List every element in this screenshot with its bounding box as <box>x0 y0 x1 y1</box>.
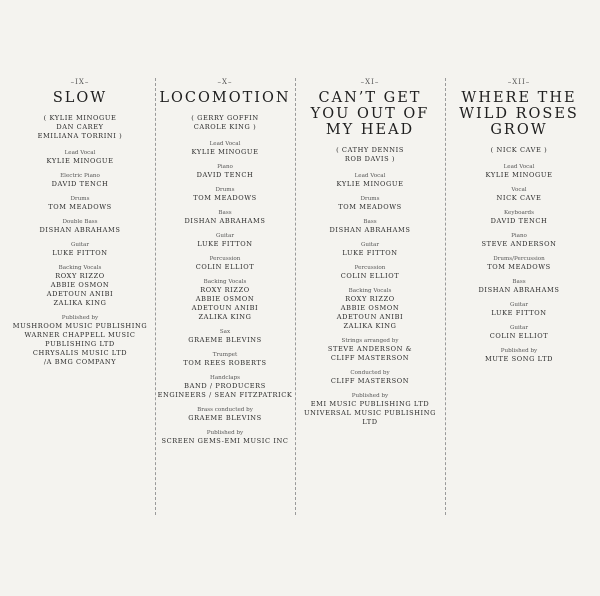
credit-name: TOM REES ROBERTS <box>183 359 267 367</box>
track-title-line: CAN’T GET <box>318 90 422 106</box>
credit-names <box>5 157 155 166</box>
credit-names <box>155 359 295 368</box>
credit-names <box>445 240 593 249</box>
credit-names <box>155 382 295 400</box>
track-column <box>295 78 445 515</box>
track-column <box>5 78 155 515</box>
track-number: –XII– <box>507 78 531 86</box>
credit-names <box>155 240 295 249</box>
credit-name: BAND / PRODUCERS <box>184 382 266 390</box>
track-title-line: SLOW <box>52 90 108 106</box>
credit-names <box>295 377 445 386</box>
credit-role: Guitar <box>360 242 380 248</box>
credit-name: ROXY RIZZO <box>55 272 105 280</box>
songwriter-line: ( NICK CAVE ) <box>490 146 548 154</box>
credit-block <box>445 186 593 203</box>
songwriters <box>5 114 155 141</box>
credit-role: Piano <box>511 233 527 239</box>
track-title-line: MY HEAD <box>325 122 415 138</box>
credit-block <box>5 172 155 189</box>
credit-block <box>445 232 593 249</box>
credit-block <box>155 140 295 157</box>
credit-name: MUSHROOM MUSIC PUBLISHING <box>12 322 148 330</box>
track-title <box>445 90 593 138</box>
credit-names <box>5 272 155 308</box>
credit-role: Bass <box>218 210 232 216</box>
credit-name: ADETOUN ANIBI <box>191 304 259 312</box>
credit-name: STEVE ANDERSON <box>481 240 557 248</box>
credit-name: DISHAN ABRAHAMS <box>184 217 266 225</box>
track-title <box>155 90 295 106</box>
column-divider <box>445 78 446 515</box>
track-number: –X– <box>217 78 233 86</box>
credit-name: COLIN ELLIOT <box>489 332 549 340</box>
songwriters <box>445 146 593 155</box>
credit-role: Drums/Percussion <box>493 256 545 262</box>
credit-role: Strings arranged by <box>341 338 399 344</box>
credit-name: LUKE FITTON <box>491 309 547 317</box>
credit-role: Trumpet <box>212 352 238 358</box>
credit-name: ROXY RIZZO <box>345 295 395 303</box>
credit-role: Guitar <box>215 233 235 239</box>
credit-name: SCREEN GEMS-EMI MUSIC INC <box>161 437 289 445</box>
credit-names <box>295 203 445 212</box>
credit-role: Bass <box>512 279 526 285</box>
credit-name: ZALIKA KING <box>53 299 107 307</box>
credit-block <box>295 287 445 331</box>
track-title-line: WHERE THE <box>461 90 577 106</box>
credit-name: ENGINEERS / SEAN FITZPATRICK <box>157 391 293 399</box>
credit-role: Keyboards <box>504 210 534 216</box>
credit-block <box>295 264 445 281</box>
credit-block <box>445 278 593 295</box>
songwriter-line: ROB DAVIS ) <box>344 155 396 163</box>
credit-names <box>445 355 593 364</box>
track-number: –IX– <box>70 78 90 86</box>
credit-name: ADETOUN ANIBI <box>336 313 404 321</box>
credit-role: Drums <box>70 196 90 202</box>
credit-role: Drums <box>215 187 235 193</box>
credit-name: KYLIE MINOGUE <box>191 148 259 156</box>
credit-name: CLIFF MASTERSON <box>330 377 410 385</box>
credit-name: COLIN ELLIOT <box>195 263 255 271</box>
credit-name: DISHAN ABRAHAMS <box>478 286 560 294</box>
track-number: –XI– <box>360 78 380 86</box>
credit-names <box>295 180 445 189</box>
credit-role: Piano <box>217 164 233 170</box>
track-title <box>5 90 155 106</box>
credit-role: Percussion <box>209 256 241 262</box>
track-title-line: LOCOMOTION <box>159 90 291 106</box>
credit-names <box>295 249 445 258</box>
credit-name: TOM MEADOWS <box>48 203 112 211</box>
credit-role: Handclaps <box>209 375 241 381</box>
credit-block <box>295 195 445 212</box>
credit-name: DAVID TENCH <box>51 180 109 188</box>
credit-block <box>445 255 593 272</box>
credit-role: Lead Vocal <box>64 150 96 156</box>
credit-names <box>5 249 155 258</box>
credit-name: EMI MUSIC PUBLISHING LTD <box>310 400 430 408</box>
credit-names <box>155 263 295 272</box>
credit-names <box>155 171 295 180</box>
credit-name: STEVE ANDERSON & <box>327 345 413 353</box>
credit-role: Lead Vocal <box>503 164 535 170</box>
credit-name: LUKE FITTON <box>52 249 108 257</box>
credit-name: ZALIKA KING <box>198 313 252 321</box>
credit-name: LUKE FITTON <box>197 240 253 248</box>
credit-block <box>155 406 295 423</box>
credit-name: ROXY RIZZO <box>200 286 250 294</box>
credit-name: DISHAN ABRAHAMS <box>39 226 121 234</box>
credit-block <box>445 163 593 180</box>
credit-name: KYLIE MINOGUE <box>46 157 114 165</box>
credit-name: ZALIKA KING <box>343 322 397 330</box>
credit-block <box>5 218 155 235</box>
credit-name: NICK CAVE <box>496 194 542 202</box>
credit-block <box>5 241 155 258</box>
credit-role: Brass conducted by <box>197 407 253 413</box>
credit-name: WARNER CHAPPELL MUSIC <box>24 331 136 339</box>
credit-names <box>445 263 593 272</box>
credit-block <box>295 172 445 189</box>
credit-role: Backing Vocals <box>58 265 102 271</box>
credit-names <box>155 194 295 203</box>
track-title-line: YOU OUT OF <box>310 106 430 122</box>
credit-block <box>155 186 295 203</box>
credit-role: Published by <box>500 348 538 354</box>
track-column <box>155 78 295 515</box>
credit-role: Published by <box>61 315 99 321</box>
credit-names <box>445 286 593 295</box>
credit-name: DISHAN ABRAHAMS <box>329 226 411 234</box>
credit-role: Electric Piano <box>60 173 100 179</box>
credit-names <box>445 332 593 341</box>
credit-role: Drums <box>360 196 380 202</box>
credit-name: LUKE FITTON <box>342 249 398 257</box>
credit-name: KYLIE MINOGUE <box>336 180 404 188</box>
credit-name: TOM MEADOWS <box>487 263 551 271</box>
credit-block <box>155 429 295 446</box>
credit-names <box>295 272 445 281</box>
songwriters <box>295 146 445 164</box>
credit-role: Bass <box>363 219 377 225</box>
track-title-line: WILD ROSES <box>459 106 579 122</box>
credit-role: Published by <box>206 430 244 436</box>
credit-names <box>295 295 445 331</box>
credit-block <box>155 374 295 400</box>
credit-block <box>5 314 155 367</box>
column-divider <box>155 78 156 515</box>
credit-block <box>155 209 295 226</box>
credit-role: Lead Vocal <box>209 141 241 147</box>
credit-name: MUTE SONG LTD <box>485 355 553 363</box>
credit-names <box>5 226 155 235</box>
credit-name: ABBIE OSMON <box>195 295 255 303</box>
credit-name: TOM MEADOWS <box>193 194 257 202</box>
credit-block <box>5 195 155 212</box>
credit-block <box>295 218 445 235</box>
songwriter-line: ( GERRY GOFFIN <box>191 114 259 122</box>
credit-role: Percussion <box>354 265 386 271</box>
credit-role: Guitar <box>509 325 529 331</box>
credit-names <box>155 437 295 446</box>
credit-name: GRAEME BLEVINS <box>188 336 262 344</box>
credit-name: TOM MEADOWS <box>338 203 402 211</box>
credit-block <box>445 209 593 226</box>
credit-block <box>295 392 445 427</box>
credit-block <box>5 149 155 166</box>
credit-block <box>445 301 593 318</box>
credit-name: COLIN ELLIOT <box>340 272 400 280</box>
credit-role: Conducted by <box>350 370 390 376</box>
credit-names <box>5 203 155 212</box>
credit-block <box>155 278 295 322</box>
credit-role: Published by <box>351 393 389 399</box>
credit-names <box>5 322 155 367</box>
credit-names <box>5 180 155 189</box>
songwriter-line: CAROLE KING ) <box>193 123 257 131</box>
credit-role: Lead Vocal <box>354 173 386 179</box>
credit-block <box>5 264 155 308</box>
credit-name: CLIFF MASTERSON <box>330 354 410 362</box>
credit-block <box>295 241 445 258</box>
track-column <box>445 78 593 515</box>
credit-block <box>155 232 295 249</box>
credit-names <box>155 414 295 423</box>
songwriter-line: EMILIANA TORRINI ) <box>37 132 123 140</box>
credit-name: ADETOUN ANIBI <box>46 290 114 298</box>
credit-names <box>445 217 593 226</box>
credit-role: Double Bass <box>62 219 98 225</box>
credit-name: ABBIE OSMON <box>50 281 110 289</box>
credit-block <box>445 324 593 341</box>
credit-role: Vocal <box>511 187 527 193</box>
songwriters <box>155 114 295 132</box>
track-title <box>295 90 445 138</box>
credit-names <box>155 148 295 157</box>
credit-role: Backing Vocals <box>348 288 392 294</box>
songwriter-line: ( CATHY DENNIS <box>336 146 404 154</box>
credit-names <box>155 217 295 226</box>
credit-names <box>445 194 593 203</box>
songwriter-line: DAN CAREY <box>56 123 104 131</box>
credit-name: CHRYSALIS MUSIC LTD <box>32 349 128 357</box>
credit-name: DAVID TENCH <box>490 217 548 225</box>
credit-name: ABBIE OSMON <box>340 304 400 312</box>
credit-block <box>155 328 295 345</box>
credit-block <box>155 255 295 272</box>
credit-name: GRAEME BLEVINS <box>188 414 262 422</box>
credit-name: KYLIE MINOGUE <box>485 171 553 179</box>
credit-names <box>155 336 295 345</box>
track-title-line: GROW <box>490 122 548 138</box>
credit-name: /A BMG COMPANY <box>43 358 117 366</box>
songwriter-line: ( KYLIE MINOGUE <box>43 114 117 122</box>
credit-names <box>155 286 295 322</box>
credit-names <box>445 309 593 318</box>
credit-block <box>295 337 445 363</box>
credit-name: UNIVERSAL MUSIC PUBLISHING LTD <box>303 409 436 426</box>
credit-name: DAVID TENCH <box>196 171 254 179</box>
credit-names <box>295 226 445 235</box>
credit-names <box>295 345 445 363</box>
credit-block <box>445 347 593 364</box>
column-divider <box>295 78 296 515</box>
credit-role: Guitar <box>70 242 90 248</box>
credit-block <box>295 369 445 386</box>
credit-block <box>155 163 295 180</box>
credit-role: Guitar <box>509 302 529 308</box>
credit-name: PUBLISHING LTD <box>45 340 115 348</box>
credit-names <box>445 171 593 180</box>
credit-role: Backing Vocals <box>203 279 247 285</box>
credit-names <box>295 400 445 427</box>
credit-role: Sax <box>219 329 231 335</box>
credit-block <box>155 351 295 368</box>
